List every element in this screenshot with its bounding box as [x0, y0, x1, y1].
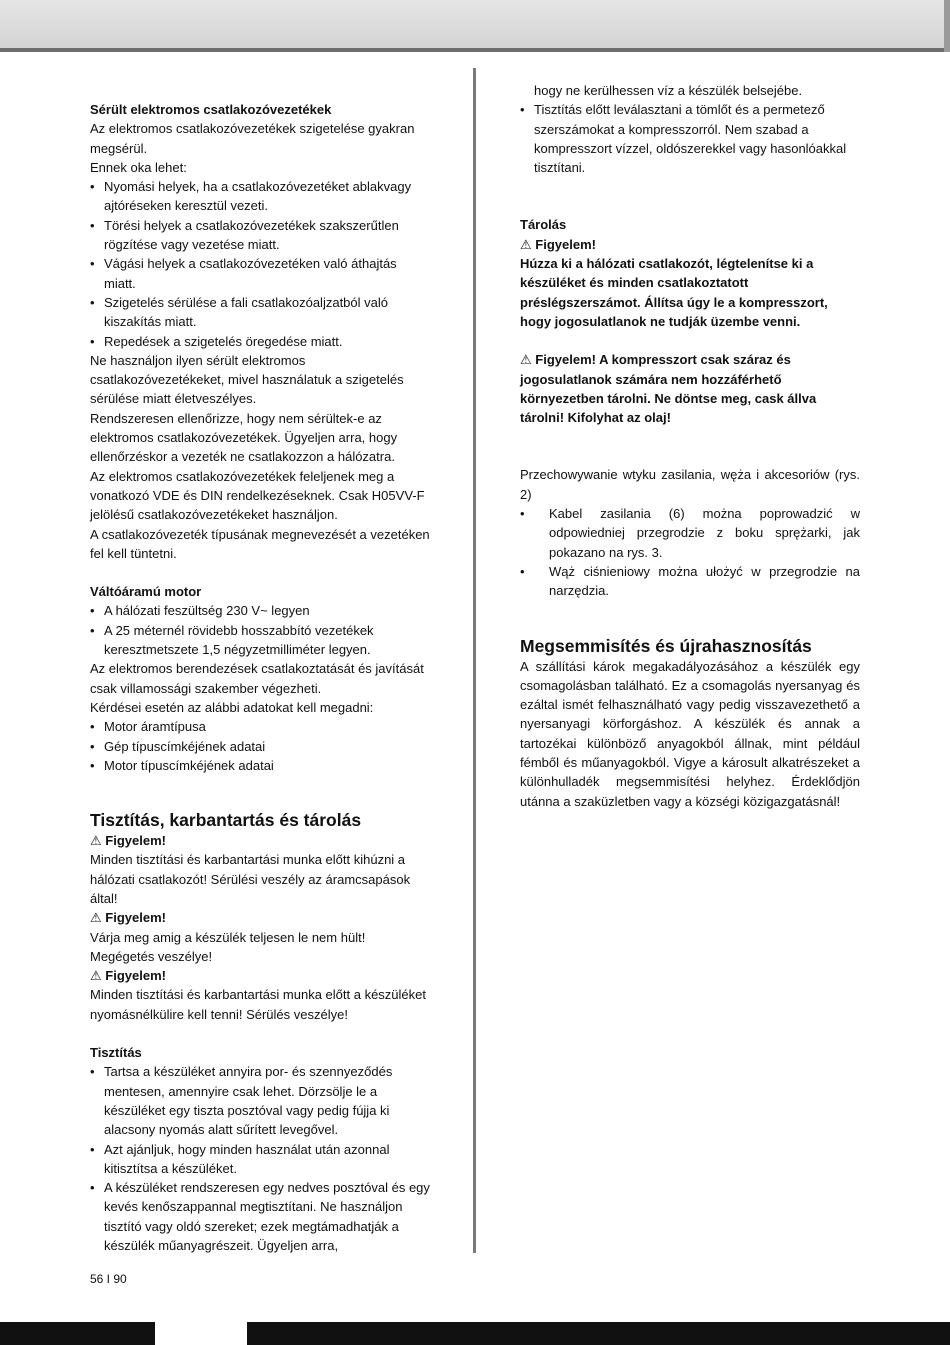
storage-warning-2-text: Figyelem! A kompresszort csak száraz és jogosulatlanok számára nem hozzáférhető környezetben tárolni. Ne döntse meg, cask állva tárolni! Kifolyhat az olaj! [520, 352, 817, 426]
warning-text: Figyelem! [105, 968, 166, 984]
paragraph-continued: hogy ne kerülhessen víz a készülék belsejébe. [534, 83, 803, 98]
warning-text: Figyelem! [105, 910, 166, 926]
list-item: • Wąż ciśnieniowy można ułożyć w przegrodzie na narzędzia. [520, 562, 860, 601]
section-title-ac-motor: Váltóáramú motor [90, 584, 202, 600]
list-item: • A 25 méternél rövidebb hosszabbító vezetékek keresztmetszete 1,5 négyzetmilliméter legyen. [90, 621, 430, 660]
warning-label [90, 908, 430, 927]
data-list [90, 717, 430, 775]
warning-icon: ⚠ [520, 236, 532, 252]
list-item: • Kabel zasilania (6) można poprowadzić w odpowiedniej przegrodzie z boku sprężarki, jak pokazano na rys. 3. [520, 504, 860, 562]
warning-label [520, 235, 860, 254]
list-item: • Szigetelés sérülése a fali csatlakozóaljzatból való kiszakítás miatt. [90, 293, 430, 332]
header-shadow [0, 48, 950, 52]
disposal-paragraph: A szállítási károk megakadályozásához a készülék egy csomagolásban található. Ez a csomagolás nyersanyag és ezáltal ismét felhasználható vagy pedig visszavezethető a nyersanyagi körforgáshoz. A készülék és annak a tartozékai különböző anyagokból állnak, mint például fémből és műanyagokból. Vigye a károsult alkatrészeket a különhulladék megsemmisítési helyhez. Érdeklődjön utánna a szaküzletben vagy a községi közigazgatásnál! [520, 658, 860, 809]
warning-icon: ⚠ [90, 833, 102, 849]
warning-label [90, 966, 430, 985]
paragraph: Rendszeresen ellenőrizze, hogy nem sérültek-e az elektromos csatlakozóvezetékek. Ügyeljen arra, hogy ellenőrzéskor a vezeték ne csatlakozzon a hálózatra. [90, 410, 398, 465]
page-number: 56 I 90 [90, 1272, 127, 1286]
heading-cleaning-maintenance: Tisztítás, karbantartás és tárolás [90, 810, 362, 831]
paragraph: A csatlakozóvezeték típusának megnevezését a vezetéken fel kell tüntetni. [90, 526, 430, 561]
paragraph: Minden tisztítási és karbantartási munka előtt kihúzni a hálózati csatlakozót! Sérülési veszély az áramcsapások által! [90, 852, 411, 906]
paragraph-polish: Przechowywanie wtyku zasilania, węża i akcesoriów (rys. 2) [520, 467, 860, 502]
cause-list [90, 177, 430, 351]
warning-label [90, 831, 430, 850]
footer-bar-gap [155, 1322, 247, 1345]
list-item: • A hálózati feszültség 230 V~ legyen [90, 601, 430, 620]
paragraph: Várja meg amig a készülék teljesen le nem hült! Megégetés veszélye! [90, 929, 366, 964]
section-title-cleaning: Tisztítás [90, 1045, 142, 1061]
warning-icon: ⚠ [90, 910, 102, 926]
section-title-damaged-cables: Sérült elektromos csatlakozóvezetékek [90, 102, 332, 117]
list-item: • Repedések a szigetelés öregedése miatt. [90, 332, 430, 351]
list-item: • Azt ajánljuk, hogy minden használat után azonnal kitisztítsa a készüléket. [90, 1140, 430, 1179]
heading-disposal: Megsemmisítés és újrahasznosítás [520, 635, 812, 656]
list-item: • Nyomási helyek, ha a csatlakozóvezetéket ablakvagy ajtóréseken keresztül vezeti. [90, 177, 430, 216]
column-divider [473, 68, 476, 1253]
paragraph: Kérdései esetén az alábbi adatokat kell megadni: [90, 699, 374, 715]
storage-warning-text: Húzza ki a hálózati csatlakozót, légtelenítse ki a készüléket és minden csatlakoztatott préslégszerszámot. Állítsa úgy le a kompresszort, hogy jogosulatlanok ne tudják üzembe venni. [520, 256, 828, 329]
cleaning-list-continued [520, 100, 860, 177]
paragraph: Ennek oka lehet: [90, 159, 187, 175]
footer-bar [0, 1322, 950, 1345]
list-item: • A készüléket rendszeresen egy nedves posztóval és egy kevés kenőszappannal megtisztítani. Ne használjon tisztító vagy oldó szereket; ezek megtámadhatják a készülék műanyagrészeit. Ügyeljen arra, [90, 1178, 430, 1255]
warning-icon: ⚠ [90, 968, 102, 984]
cleaning-list [90, 1062, 430, 1255]
warning-text: Figyelem! [105, 833, 166, 849]
left-column [90, 100, 430, 1255]
list-item: • Motor áramtípusa [90, 717, 430, 736]
section-title-storage: Tárolás [520, 217, 567, 233]
paragraph: Az elektromos berendezések csatlakoztatását és javítását csak villamossági szakember végezheti. [90, 661, 424, 696]
header-bar [0, 0, 950, 52]
paragraph: Ne használjon ilyen sérült elektromos csatlakozóvezetékeket, mivel használatuk a szigetelés sérülése miatt életveszélyes. [90, 352, 404, 407]
list-item: • Tisztítás előtt leválasztani a tömlőt és a permetező szerszámokat a kompresszorról. Nem szabad a kompresszort vízzel, oldószerekkel vagy hasonlóakkal tisztítani. [520, 100, 860, 177]
list-item: • Motor típuscímkéjének adatai [90, 756, 430, 775]
right-column [520, 81, 860, 811]
list-item: • Gép típuscímkéjének adatai [90, 737, 430, 756]
warning-icon: ⚠ [520, 352, 532, 368]
paragraph: Az elektromos csatlakozóvezetékek feleljenek meg a vonatkozó VDE és DIN rendelkezéseknek. Csak H05VV-F jelölésű csatlakozóvezetékeket használjon. [90, 468, 425, 523]
list-item: • Vágási helyek a csatlakozóvezetéken való áthajtás miatt. [90, 254, 430, 293]
header-edge [944, 0, 950, 52]
polish-list [520, 504, 860, 600]
list-item: • Törési helyek a csatlakozóvezetékek szakszerűtlen rögzítése vagy vezetése miatt. [90, 216, 430, 255]
storage-warning-2 [520, 350, 860, 427]
paragraph: Az elektromos csatlakozóvezetékek szigetelése gyakran megsérül. [90, 121, 415, 156]
warning-text: Figyelem! [535, 236, 596, 252]
list-item: • Tartsa a készüléket annyira por- és szennyeződés mentesen, amennyire csak lehet. Dörzsölje le a készüléket egy tiszta posztóval vagy pedig fújja ki alacsony nyomás alatt sűrített levegővel. [90, 1062, 430, 1139]
paragraph: Minden tisztítási és karbantartási munka előtt a készüléket nyomásnélkülire kell tenni! Sérülés veszélye! [90, 987, 426, 1022]
motor-list [90, 601, 430, 659]
